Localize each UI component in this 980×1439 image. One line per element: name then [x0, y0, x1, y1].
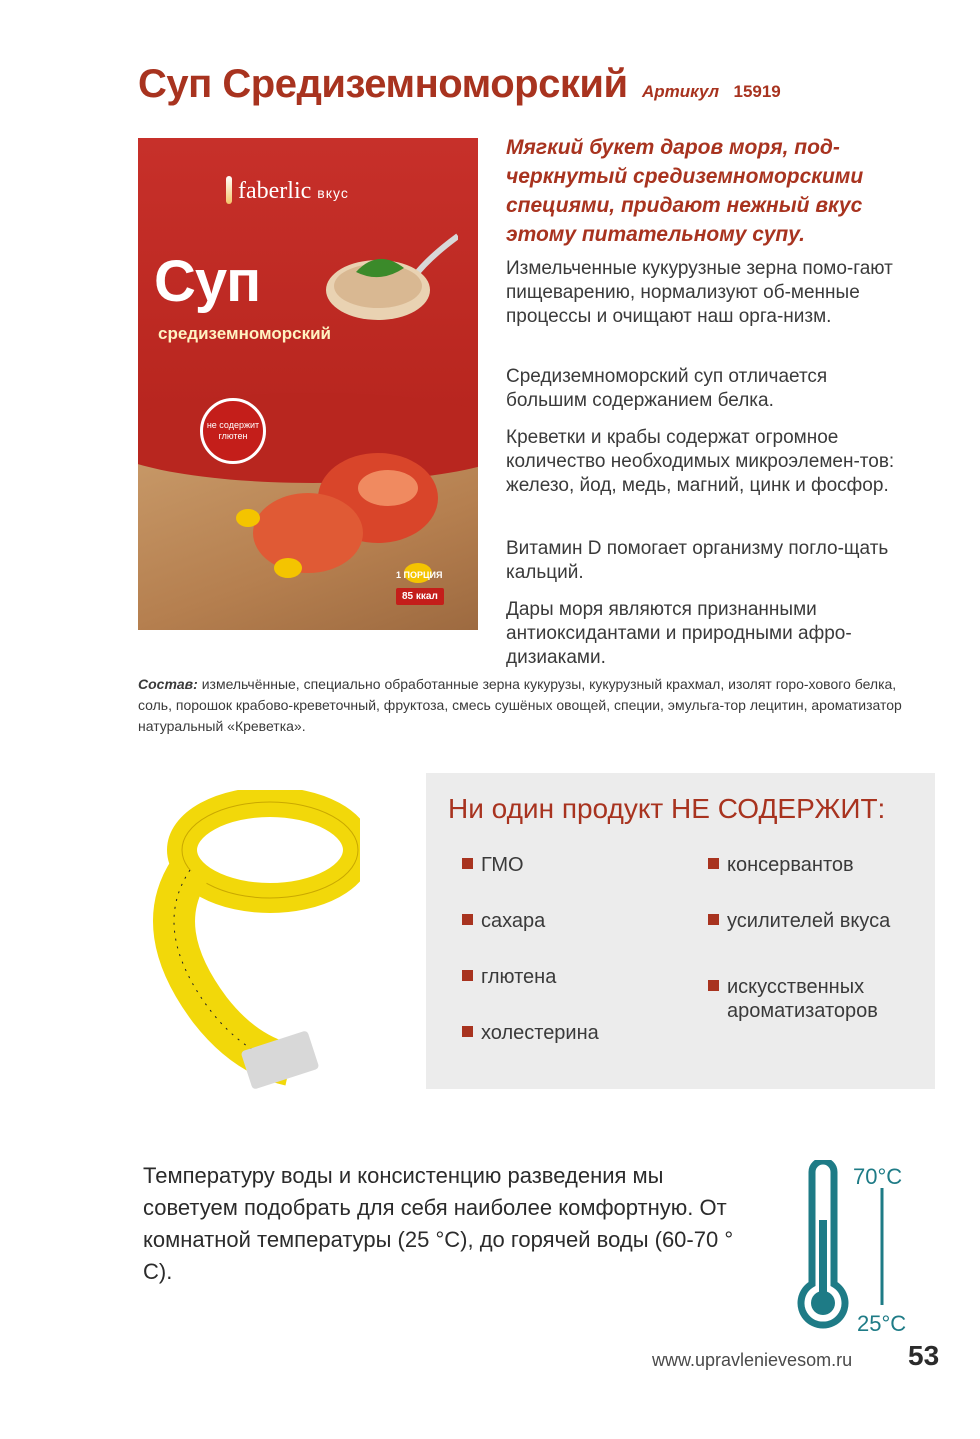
- product-package-image: [138, 138, 478, 630]
- paragraph-1: Измельченные кукурузные зерна помо-гают пищеварению, нормализуют об-менные процессы и очищают наш орга-низм.: [506, 258, 893, 327]
- bullet-square-icon: [462, 858, 473, 869]
- bullet-square-icon: [462, 970, 473, 981]
- page-title: Суп Средиземноморский: [138, 62, 628, 106]
- bullet-square-icon: [462, 914, 473, 925]
- composition-label: Состав:: [138, 676, 198, 692]
- free-from-item: усилителей вкуса: [708, 909, 890, 933]
- lead-text: Мягкий букет даров моря, под-черкнутый средиземноморскими специями, придают нежный вкус этому питательному супу.: [506, 136, 864, 246]
- free-from-item: консервантов: [708, 853, 854, 877]
- free-from-item: ГМО: [462, 853, 524, 877]
- article-number: 15919: [733, 82, 781, 101]
- free-from-item: искусственных ароматизаторов: [708, 975, 927, 1023]
- temperature-advice: Температуру воды и консистенцию разведения мы советуем подобрать для себя наиболее комфортную. От комнатной температуры (25 °C), до горячей воды (60-70 ° C).: [143, 1163, 734, 1284]
- paragraph-2: Средиземноморский суп отличается большим содержанием белка.: [506, 366, 828, 411]
- package-portion: 1 ПОРЦИЯ: [396, 570, 443, 580]
- paragraph-5: Дары моря являются признанными антиоксидантами и природными афро-дизиаками.: [506, 599, 852, 668]
- composition-text: измельчённые, специально обработанные зерна кукурузы, кукурузный крахмал, изолят горо-хового белка, соль, порошок крабово-креветочный, фруктоза, смесь сушёных овощей, специи, эмульга-тор лецитин, ароматизатор натуральный «Креветка».: [138, 676, 902, 734]
- gluten-free-badge: не содержит глютен: [200, 398, 266, 464]
- bullet-square-icon: [708, 980, 719, 991]
- package-brand: [222, 178, 349, 205]
- page-number: 53: [908, 1340, 940, 1371]
- composition: [138, 674, 918, 737]
- package-kcal: 85 ккал: [396, 588, 444, 605]
- brand-suffix: вкус: [317, 185, 349, 201]
- free-from-item: холестерина: [462, 1021, 599, 1045]
- paragraph-3: Креветки и крабы содержат огромное количество необходимых микроэлемен-тов: железо, йод, медь, магний, цинк и фосфор.: [506, 427, 895, 496]
- free-from-title: Ни один продукт НЕ СОДЕРЖИТ:: [448, 793, 886, 824]
- bullet-square-icon: [462, 1026, 473, 1037]
- title-row: [138, 62, 781, 107]
- free-from-item: глютена: [462, 965, 556, 989]
- free-from-item: сахара: [462, 909, 545, 933]
- article-label: Артикул: [642, 82, 720, 101]
- bullet-square-icon: [708, 858, 719, 869]
- bullet-square-icon: [708, 914, 719, 925]
- package-product-subname: средиземноморский: [158, 324, 331, 343]
- free-from-panel: [426, 773, 935, 1089]
- footer-url[interactable]: www.upravlenievesom.ru: [652, 1350, 853, 1370]
- package-product-name: Суп: [154, 249, 261, 314]
- spoon-icon: [308, 228, 458, 338]
- paragraph-4: Витамин D помогает организму погло-щать кальций.: [506, 538, 889, 583]
- measuring-tape-icon: [150, 790, 360, 1090]
- temperature-low: 25°C: [857, 1311, 907, 1336]
- temperature-high: 70°C: [853, 1164, 903, 1189]
- brand-name: faberlic: [238, 178, 312, 204]
- shrimp-icon: [228, 428, 458, 588]
